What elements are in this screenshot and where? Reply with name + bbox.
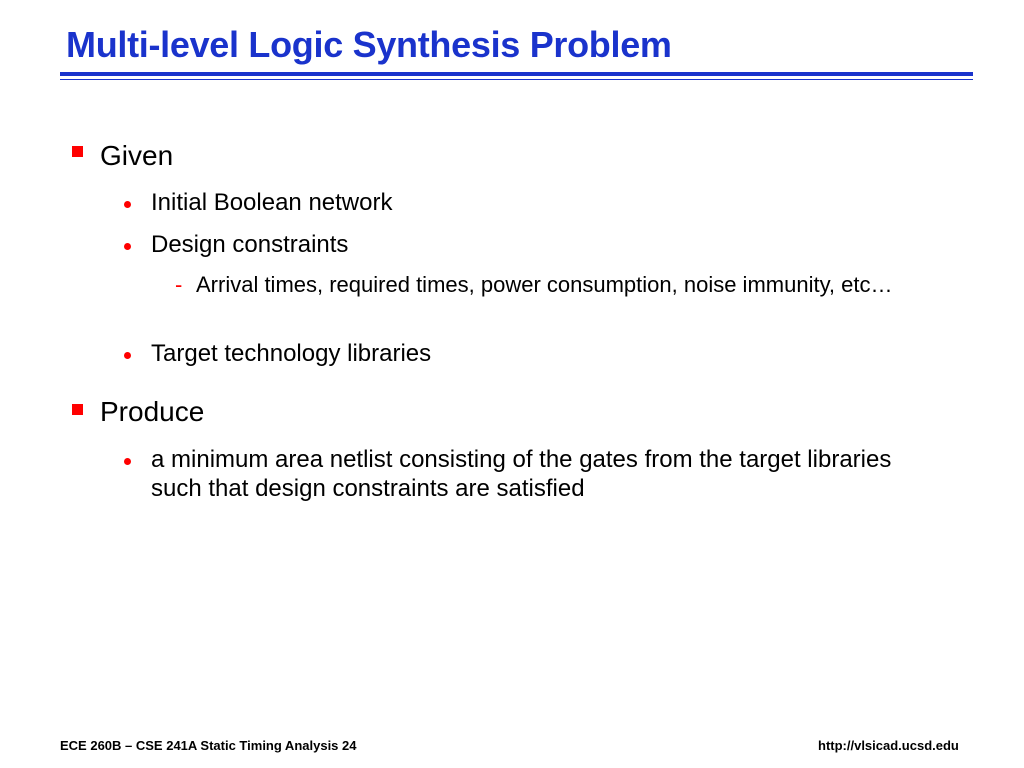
square-bullet-icon <box>72 404 83 415</box>
list-item: Target technology libraries <box>151 340 432 367</box>
footer-url: http://vlsicad.ucsd.edu <box>818 738 959 753</box>
list-item: Initial Boolean network <box>151 189 393 216</box>
dot-bullet-icon <box>124 352 131 359</box>
dot-bullet-icon <box>124 243 131 250</box>
list-item: Design constraints <box>151 231 349 258</box>
dot-bullet-icon <box>124 201 131 208</box>
slide-title: Multi-level Logic Synthesis Problem <box>66 24 672 65</box>
dash-bullet-icon: - <box>175 272 183 297</box>
title-underline-thin <box>60 79 973 80</box>
title-underline <box>60 72 973 76</box>
section-heading-produce: Produce <box>100 396 205 427</box>
sub-list-item: Arrival times, required times, power consumption, noise immunity, etc… <box>196 272 893 297</box>
square-bullet-icon <box>72 146 83 157</box>
footer-course-label: ECE 260B – CSE 241A Static Timing Analysis 24 <box>60 738 357 753</box>
dot-bullet-icon <box>124 458 131 465</box>
list-item: a minimum area netlist consisting of the gates from the target libraries such that design constraints are satisfied <box>151 446 892 502</box>
section-heading-given: Given <box>100 140 174 171</box>
